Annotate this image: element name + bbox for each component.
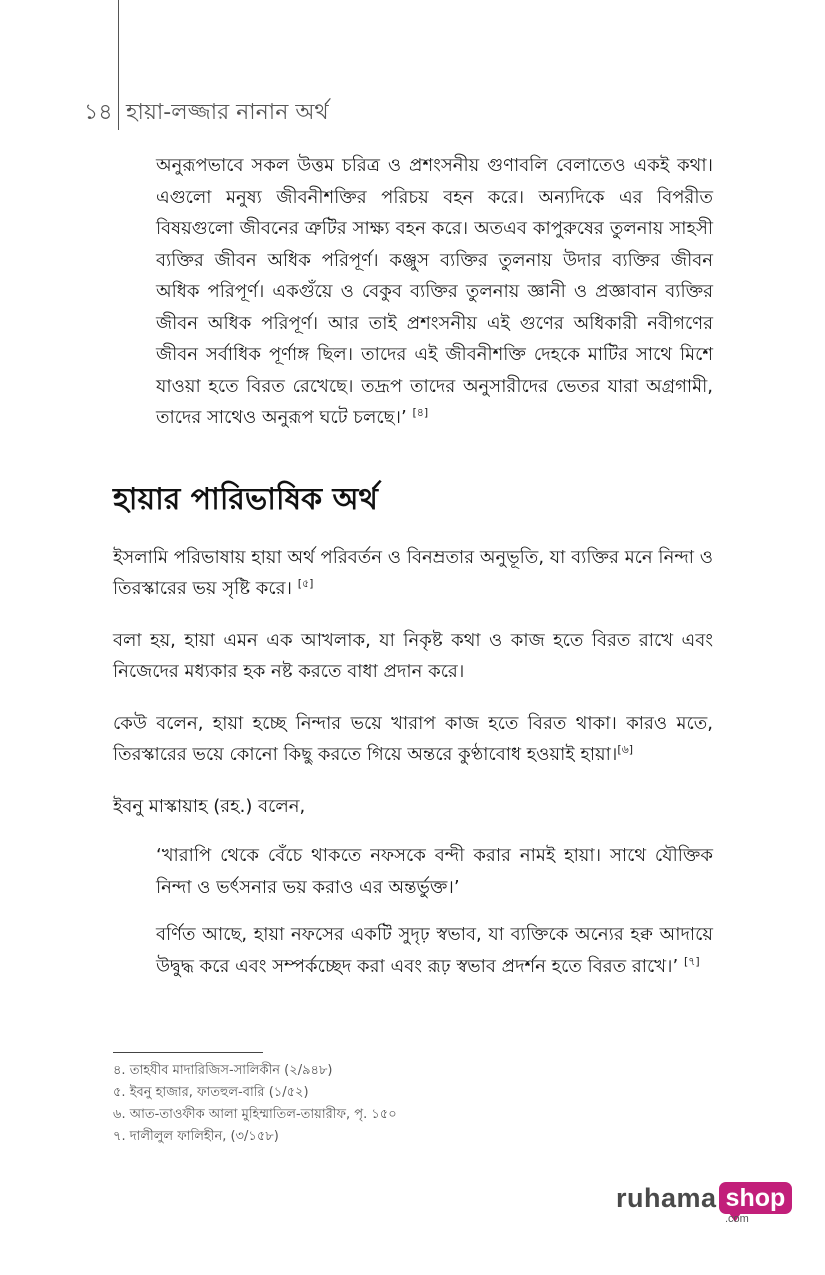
logo-badge: shop xyxy=(719,1182,793,1214)
quote-block xyxy=(156,840,713,982)
section-heading: হায়ার পারিভাষিক অর্থ xyxy=(113,481,378,517)
quote-paragraph-1: ‘খারাপি থেকে বেঁচে থাকতে নফসকে বন্দী করার নামই হায়া। সাথে যৌক্তিক নিন্দা ও ভর্ৎসনার ভয় করাও এর অন্তর্ভুক্ত।’ xyxy=(156,845,713,898)
logo-wordmark: ruhama xyxy=(616,1182,717,1213)
paragraph-opinions: কেউ বলেন, হায়া হচ্ছে নিন্দার ভয়ে খারাপ কাজ হতে বিরত থাকা। কারও মতে, তিরস্কারের ভয়ে কোনো কিছু করতে গিয়ে অন্তরে কুণ্ঠাবোধ হওয়াই হায়া।[৬] xyxy=(113,712,713,765)
logo-domain: .com xyxy=(725,1213,749,1225)
running-title: হায়া-লজ্জার নানান অর্থ xyxy=(126,99,329,125)
footnote-ref-6[interactable]: [৬] xyxy=(617,743,634,756)
footnote-item: ৫. ইবনু হাজার, ফাতহুল-বারি (১/৫২) xyxy=(113,1085,309,1100)
footnote-ref-5[interactable]: [৫] xyxy=(297,577,314,590)
quote-paragraph-2: বর্ণিত আছে, হায়া নফসের একটি সুদৃঢ় স্বভাব, যা ব্যক্তিকে অন্যের হক্ব আদায়ে উদ্বুদ্ধ করে এবং সম্পর্কচ্ছেদ করা এবং রূঢ় স্বভাব প্রদর্শন হতে বিরত রাখে।’ [৭] xyxy=(156,924,713,977)
paragraph-definition: ইসলামি পরিভাষায় হায়া অর্থ পরিবর্তন ও বিনম্রতার অনুভূতি, যা ব্যক্তির মনে নিন্দা ও তিরস্কারের ভয় সৃষ্টি করে। [৫] xyxy=(113,546,713,599)
footnote-ref-4[interactable]: [৪] xyxy=(412,406,429,419)
footnote-item: ৪. তাহযীব মাদারিজিস-সালিকীন (২/৯৪৮) xyxy=(113,1063,333,1078)
page-body xyxy=(113,150,713,998)
footnote-item: ৬. আত-তাওফীক আলা মুহিম্মাতিল-তায়ারীফ, পৃ. ১৫০ xyxy=(113,1107,397,1122)
footnote-item: ৭. দালীলুল ফালিহীন, (৩/১৫৮) xyxy=(113,1129,279,1144)
paragraph-ibn-miskawayh: ইবনু মাস্কায়াহ (রহ.) বলেন, xyxy=(113,795,306,817)
paragraph-akhlaq: বলা হয়, হায়া এমন এক আখলাক, যা নিকৃষ্ট কথা ও কাজ হতে বিরত রাখে এবং নিজেদের মধ্যকার হক নষ্ট করতে বাধা প্রদান করে। xyxy=(113,629,713,682)
footnotes xyxy=(113,1060,713,1148)
intro-quote: অনুরূপভাবে সকল উত্তম চরিত্র ও প্রশংসনীয় গুণাবলি বেলাতেও একই কথা। এগুলো মনুষ্য জীবনীশক্তির পরিচয় বহন করে। অন্যদিকে এর বিপরীত বিষয়গুলো জীবনের ত্রুটির সাক্ষ্য বহন করে। অতএব কাপুরুষের তুলনায় সাহসী ব্যক্তির জীবন অধিক পরিপূর্ণ। কঞ্জুস ব্যক্তির তুলনায় উদার ব্যক্তির জীবন অধিক পরিপূর্ণ। একগুঁয়ে ও বেকুব ব্যক্তির তুলনায় জ্ঞানী ও প্রজ্ঞাবান ব্যক্তির জীবন অধিক পরিপূর্ণ। আর তাই প্রশংসনীয় এই গুণের অধিকারী নবীগণের জীবন সর্বাধিক পূর্ণাঙ্গ ছিল। তাদের এই জীবনীশক্তি দেহকে মাটির সাথে মিশে যাওয়া হতে বিরত রেখেছে। তদ্রূপ তাদের অনুসারীদের ভেতর যারা অগ্রগামী, তাদের সাথেও অনুরূপ ঘটে চলছে।’ [৪] xyxy=(156,155,713,428)
footnote-ref-7[interactable]: [৭] xyxy=(683,954,700,968)
ruhamashop-logo xyxy=(616,1178,792,1218)
page-number: ১৪ xyxy=(84,99,113,125)
footnote-divider xyxy=(113,1052,263,1053)
running-header xyxy=(84,96,329,130)
